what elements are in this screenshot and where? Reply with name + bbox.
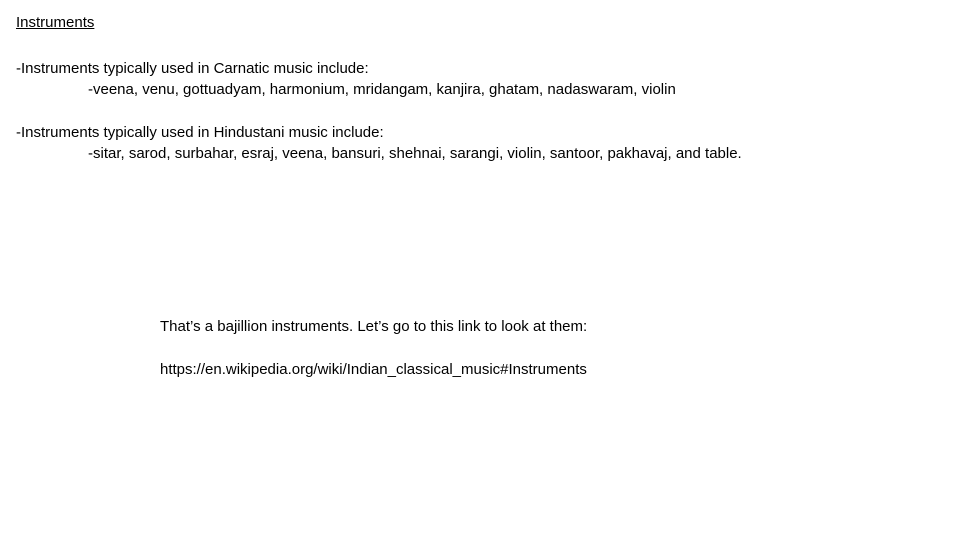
carnatic-instrument-list: -veena, venu, gottuadyam, harmonium, mridangam, kanjira, ghatam, nadaswaram, violin (88, 81, 676, 98)
hindustani-paragraph (16, 122, 742, 164)
note-link-line (160, 360, 587, 380)
carnatic-intro: -Instruments typically used in Carnatic music include: (16, 60, 369, 77)
wikipedia-link[interactable]: https://en.wikipedia.org/wiki/Indian_classical_music#Instruments (160, 361, 587, 378)
hindustani-intro: -Instruments typically used in Hindustani music include: (16, 124, 384, 141)
hindustani-instrument-list: -sitar, sarod, surbahar, esraj, veena, bansuri, shehnai, sarangi, violin, santoor, pakhavaj, and table. (88, 145, 742, 162)
carnatic-paragraph (16, 58, 676, 100)
slide-title: Instruments (16, 14, 95, 31)
note-text: That’s a bajillion instruments. Let’s go to this link to look at them: (160, 318, 588, 335)
